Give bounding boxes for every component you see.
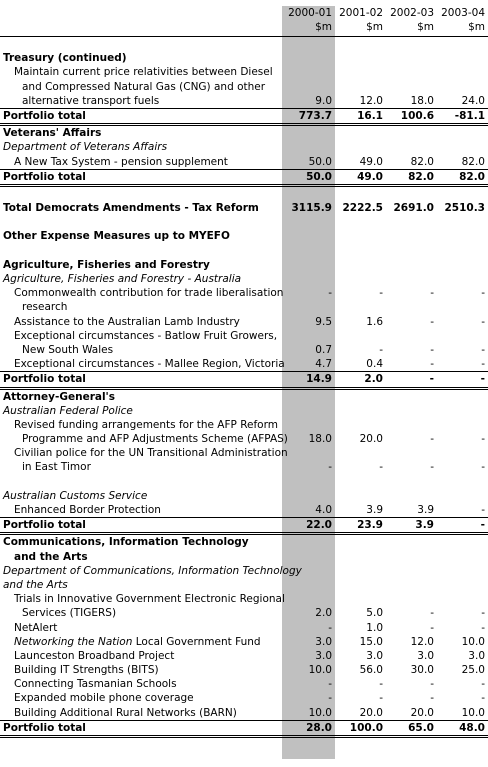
row-label-text: Portfolio total: [3, 519, 86, 532]
total-row: [0, 109, 488, 123]
value-cell-2002-03: 3.9: [417, 504, 434, 516]
department-row: [0, 272, 488, 286]
table-row: [0, 286, 488, 300]
value-cell-2002-03: 100.6: [400, 109, 434, 122]
row-label-text: NetAlert: [14, 621, 58, 634]
value-cell-2003-04: 3.0: [468, 649, 485, 662]
table-row: [0, 155, 488, 169]
row-label: [0, 550, 88, 564]
row-label: [0, 592, 285, 606]
value-cell-2001-02: 1.0: [366, 621, 383, 634]
table-row: [0, 432, 488, 446]
table-row: [0, 503, 488, 517]
table-row: [0, 315, 488, 329]
table-row: [0, 649, 488, 663]
value-cell-2003-04: -81.1: [454, 109, 485, 122]
value-cell-2000-01: 10.0: [308, 664, 332, 677]
value-cell-2001-02: -: [379, 287, 383, 300]
value-cell-2002-03: -: [430, 343, 434, 356]
table-header: [0, 6, 488, 36]
row-label-text: Department of Communications, Information Technology: [3, 564, 302, 577]
row-label: [0, 272, 241, 286]
value-cell-2003-04: -: [481, 343, 485, 356]
value-cell-2003-04: -: [481, 692, 485, 705]
department-row: [0, 140, 488, 154]
value-cell-2003-04: -: [481, 621, 485, 634]
row-label-text: Communications, Information Technology: [3, 536, 249, 549]
value-cell-2000-01: 18.0: [308, 433, 332, 446]
row-label: [0, 126, 101, 140]
value-cell-2002-03: 30.0: [410, 664, 434, 677]
row-label-text: A New Tax System - pension supplement: [14, 155, 228, 168]
table-row: [0, 300, 488, 314]
section-heading-row: [0, 535, 488, 549]
row-label-text: Australian Customs Service: [3, 489, 148, 502]
value-cell-2001-02: -: [379, 678, 383, 691]
value-cell-2001-02: 49.0: [357, 170, 383, 183]
value-cell-2001-02: 2.0: [364, 373, 383, 386]
row-label-text: and the Arts: [3, 578, 68, 591]
row-label-text: Portfolio total: [3, 170, 86, 183]
row-label-text: Local Government Fund: [135, 635, 261, 648]
row-label-text: Agriculture, Fisheries and Forestry: [3, 258, 210, 271]
row-label: [0, 663, 159, 677]
value-cell-2003-04: -: [481, 358, 485, 371]
row-label: [0, 229, 230, 243]
value-cell-2000-01: -: [328, 692, 332, 705]
row-label-text: Revised funding arrangements for the AFP Reform: [14, 418, 278, 431]
value-cell-2001-02: 49.0: [359, 155, 383, 168]
value-cell-2001-02: 2222.5: [342, 202, 383, 215]
row-label-text: Assistance to the Australian Lamb Industry: [14, 315, 240, 328]
total-row: [0, 170, 488, 184]
row-label-text: alternative transport fuels: [22, 94, 160, 107]
value-cell-2001-02: 15.0: [359, 635, 383, 648]
row-label-text: Building Additional Rural Networks (BARN): [14, 706, 237, 719]
section-heading-row: [0, 258, 488, 272]
value-cell-2002-03: 82.0: [410, 155, 434, 168]
row-label: [0, 677, 177, 691]
value-cell-2002-03: -: [430, 678, 434, 691]
value-cell-2000-01: -: [328, 461, 332, 474]
row-label: [0, 606, 116, 620]
value-cell-2000-01: 22.0: [306, 519, 332, 532]
row-label: [0, 489, 147, 503]
value-cell-2003-04: 82.0: [459, 170, 485, 183]
table-row: [0, 65, 488, 79]
department-row: [0, 578, 488, 592]
value-cell-2001-02: 3.0: [366, 649, 383, 662]
value-cell-2003-04: -: [481, 287, 485, 300]
value-cell-2003-04: 10.0: [461, 706, 485, 719]
table-row: [0, 592, 488, 606]
row-label: [0, 109, 86, 123]
year-header-2001-02: 2001-02 $m: [339, 7, 383, 33]
value-cell-2000-01: 3.0: [315, 635, 332, 648]
row-label: [0, 51, 127, 65]
value-cell-2001-02: -: [379, 343, 383, 356]
value-cell-2002-03: -: [430, 358, 434, 371]
spacer-row: [0, 37, 488, 51]
row-label: [0, 329, 277, 343]
table-row: [0, 418, 488, 432]
row-label: [0, 691, 194, 705]
row-label: [0, 564, 302, 578]
table-row: [0, 677, 488, 691]
value-cell-2002-03: -: [430, 461, 434, 474]
year-header-2000-01: 2000-01 $m: [288, 7, 332, 33]
value-cell-2000-01: -: [328, 621, 332, 634]
row-label-text: Exceptional circumstances - Mallee Region, Victoria: [14, 358, 285, 371]
value-cell-2003-04: 48.0: [459, 721, 485, 734]
row-label: [0, 170, 86, 184]
value-cell-2000-01: 28.0: [306, 721, 332, 734]
department-row: [0, 564, 488, 578]
table-row: [0, 606, 488, 620]
row-label: [0, 518, 86, 532]
value-cell-2000-01: 50.0: [306, 170, 332, 183]
row-label: [0, 300, 67, 314]
value-cell-2000-01: 14.9: [306, 373, 332, 386]
row-label: [0, 343, 113, 357]
value-cell-2002-03: -: [429, 373, 434, 386]
value-cell-2000-01: 50.0: [308, 155, 332, 168]
row-label-text: Other Expense Measures up to MYEFO: [3, 230, 230, 243]
section-heading-row: [0, 229, 488, 243]
value-cell-2003-04: 25.0: [461, 664, 485, 677]
row-label-text: Enhanced Border Protection: [14, 504, 161, 516]
row-label-text: Exceptional circumstances - Batlow Fruit Growers,: [14, 329, 278, 342]
value-cell-2000-01: 4.0: [315, 504, 332, 516]
value-cell-2000-01: 773.7: [298, 109, 332, 122]
value-cell-2000-01: -: [328, 287, 332, 300]
year-header-2003-04: 2003-04 $m: [441, 7, 485, 33]
value-cell-2000-01: -: [328, 678, 332, 691]
row-label: [0, 155, 228, 169]
table-row: [0, 621, 488, 635]
value-cell-2001-02: 23.9: [357, 519, 383, 532]
row-label-text: Treasury (continued): [3, 52, 127, 65]
value-cell-2001-02: -: [379, 692, 383, 705]
value-cell-2001-02: -: [379, 461, 383, 474]
row-label: [0, 446, 288, 460]
value-cell-2003-04: -: [480, 373, 485, 386]
row-label-text: Civilian police for the UN Transitional Administration: [14, 447, 288, 460]
value-cell-2001-02: 1.6: [366, 315, 383, 328]
row-label-text: Programme and AFP Adjustments Scheme (AFPAS): [22, 433, 288, 446]
value-cell-2003-04: 2510.3: [444, 202, 485, 215]
row-label: [0, 404, 133, 418]
row-label: [0, 140, 167, 154]
row-label-text: Portfolio total: [3, 373, 86, 386]
value-cell-2002-03: 18.0: [410, 94, 434, 107]
row-label-text: Portfolio total: [3, 109, 86, 122]
value-cell-2000-01: 3.0: [315, 649, 332, 662]
row-label: [0, 80, 265, 94]
spacer-row: [0, 215, 488, 229]
year-header-2002-03: 2002-03 $m: [390, 7, 434, 33]
total-row: [0, 721, 488, 735]
value-cell-2001-02: 20.0: [359, 706, 383, 719]
value-cell-2001-02: 3.9: [366, 504, 383, 516]
spacer-row: [0, 475, 488, 489]
financial-measures-table: [0, 6, 488, 738]
value-cell-2002-03: 2691.0: [393, 202, 434, 215]
value-cell-2002-03: 82.0: [408, 170, 434, 183]
table-row: [0, 663, 488, 677]
spacer-row: [0, 187, 488, 201]
section-heading-row: [0, 126, 488, 140]
row-label-text: Veterans' Affairs: [3, 127, 102, 140]
row-label-text: Building IT Strengths (BITS): [14, 664, 159, 677]
row-label: [0, 258, 210, 272]
row-label-text: Agriculture, Fisheries and Forestry - Australia: [3, 273, 242, 285]
value-cell-2002-03: -: [430, 287, 434, 300]
value-cell-2002-03: -: [430, 607, 434, 620]
row-label: [0, 286, 283, 300]
value-cell-2000-01: 10.0: [308, 706, 332, 719]
value-cell-2003-04: 24.0: [461, 94, 485, 107]
row-label-text: Maintain current price relativities between Diesel: [14, 66, 273, 79]
section-heading-row: [0, 550, 488, 564]
row-label: [0, 94, 159, 108]
total-row: [0, 372, 488, 386]
value-cell-2003-04: -: [480, 519, 485, 532]
row-label: [0, 503, 161, 517]
value-cell-2002-03: -: [430, 315, 434, 328]
value-cell-2000-01: 2.0: [315, 607, 332, 620]
spacer-row: [0, 244, 488, 258]
row-label-text: and the Arts: [14, 550, 88, 563]
row-label-italic-prefix: Networking the Nation: [14, 635, 133, 648]
row-label-text: Services (TIGERS): [22, 607, 117, 620]
row-label: [0, 621, 57, 635]
value-cell-2003-04: 10.0: [461, 635, 485, 648]
row-label-text: Commonwealth contribution for trade liberalisation: [14, 287, 284, 300]
row-label-text: New South Wales: [22, 343, 114, 356]
value-cell-2001-02: 20.0: [359, 433, 383, 446]
value-cell-2003-04: -: [481, 607, 485, 620]
section-heading-row: [0, 390, 488, 404]
table-row: [0, 357, 488, 371]
row-label: [0, 649, 174, 663]
row-label: [0, 65, 273, 79]
value-cell-2002-03: 20.0: [410, 706, 434, 719]
value-cell-2001-02: 56.0: [359, 664, 383, 677]
row-label: [0, 201, 259, 215]
row-label-text: Attorney-General's: [3, 390, 116, 403]
row-label-text: Launceston Broadband Project: [14, 649, 175, 662]
value-cell-2003-04: -: [481, 433, 485, 446]
row-label-text: research: [22, 301, 68, 314]
table-row: [0, 80, 488, 94]
value-cell-2002-03: 3.0: [417, 649, 434, 662]
row-label: [0, 315, 240, 329]
section-heading-row: [0, 51, 488, 65]
row-label-text: Australian Federal Police: [3, 404, 133, 417]
row-label-text: and Compressed Natural Gas (CNG) and other: [22, 80, 266, 93]
total-row: [0, 201, 488, 215]
row-label-text: in East Timor: [22, 461, 91, 474]
value-cell-2001-02: 5.0: [366, 607, 383, 620]
row-label: [0, 721, 86, 735]
table-row: [0, 460, 488, 474]
value-cell-2002-03: 3.9: [415, 519, 434, 532]
row-label: [0, 357, 285, 371]
row-label: [0, 372, 86, 386]
row-label-text: Total Democrats Amendments - Tax Reform: [3, 202, 259, 215]
value-cell-2003-04: 82.0: [461, 155, 485, 168]
department-row: [0, 489, 488, 503]
value-cell-2000-01: 9.0: [315, 94, 332, 107]
value-cell-2002-03: -: [430, 621, 434, 634]
value-cell-2000-01: 0.7: [315, 343, 332, 356]
value-cell-2001-02: 12.0: [359, 94, 383, 107]
table-row: [0, 446, 488, 460]
value-cell-2002-03: -: [430, 692, 434, 705]
table-body: [0, 37, 488, 738]
row-label-text: Portfolio total: [3, 721, 86, 734]
value-cell-2003-04: -: [481, 461, 485, 474]
row-label: [0, 460, 91, 474]
value-cell-2003-04: -: [481, 504, 485, 516]
table-row: [0, 691, 488, 705]
row-label-text: Department of Veterans Affairs: [3, 141, 168, 154]
table-row: [0, 706, 488, 720]
value-cell-2000-01: 9.5: [315, 315, 332, 328]
value-cell-2000-01: 3115.9: [291, 202, 332, 215]
row-label: [0, 418, 278, 432]
row-label: [0, 535, 249, 549]
value-cell-2003-04: -: [481, 678, 485, 691]
row-label: [0, 635, 261, 649]
value-cell-2001-02: 0.4: [366, 358, 383, 371]
value-cell-2002-03: -: [430, 433, 434, 446]
value-cell-2003-04: -: [481, 315, 485, 328]
row-label-text: Connecting Tasmanian Schools: [14, 678, 177, 691]
total-row: [0, 518, 488, 532]
row-label: [0, 390, 115, 404]
table-row: [0, 329, 488, 343]
value-cell-2002-03: 12.0: [410, 635, 434, 648]
value-cell-2001-02: 16.1: [357, 109, 383, 122]
total-double-rule: [0, 735, 488, 738]
table-row: [0, 343, 488, 357]
value-cell-2001-02: 100.0: [349, 721, 383, 734]
row-label-text: Trials in Innovative Government Electronic Regional: [14, 593, 285, 606]
row-label: [0, 706, 237, 720]
row-label-text: Expanded mobile phone coverage: [14, 692, 194, 705]
department-row: [0, 404, 488, 418]
row-label: [0, 578, 68, 592]
table-row: [0, 94, 488, 108]
row-label: [0, 432, 288, 446]
value-cell-2002-03: 65.0: [408, 721, 434, 734]
value-cell-2000-01: 4.7: [315, 358, 332, 371]
table-row: [0, 635, 488, 649]
